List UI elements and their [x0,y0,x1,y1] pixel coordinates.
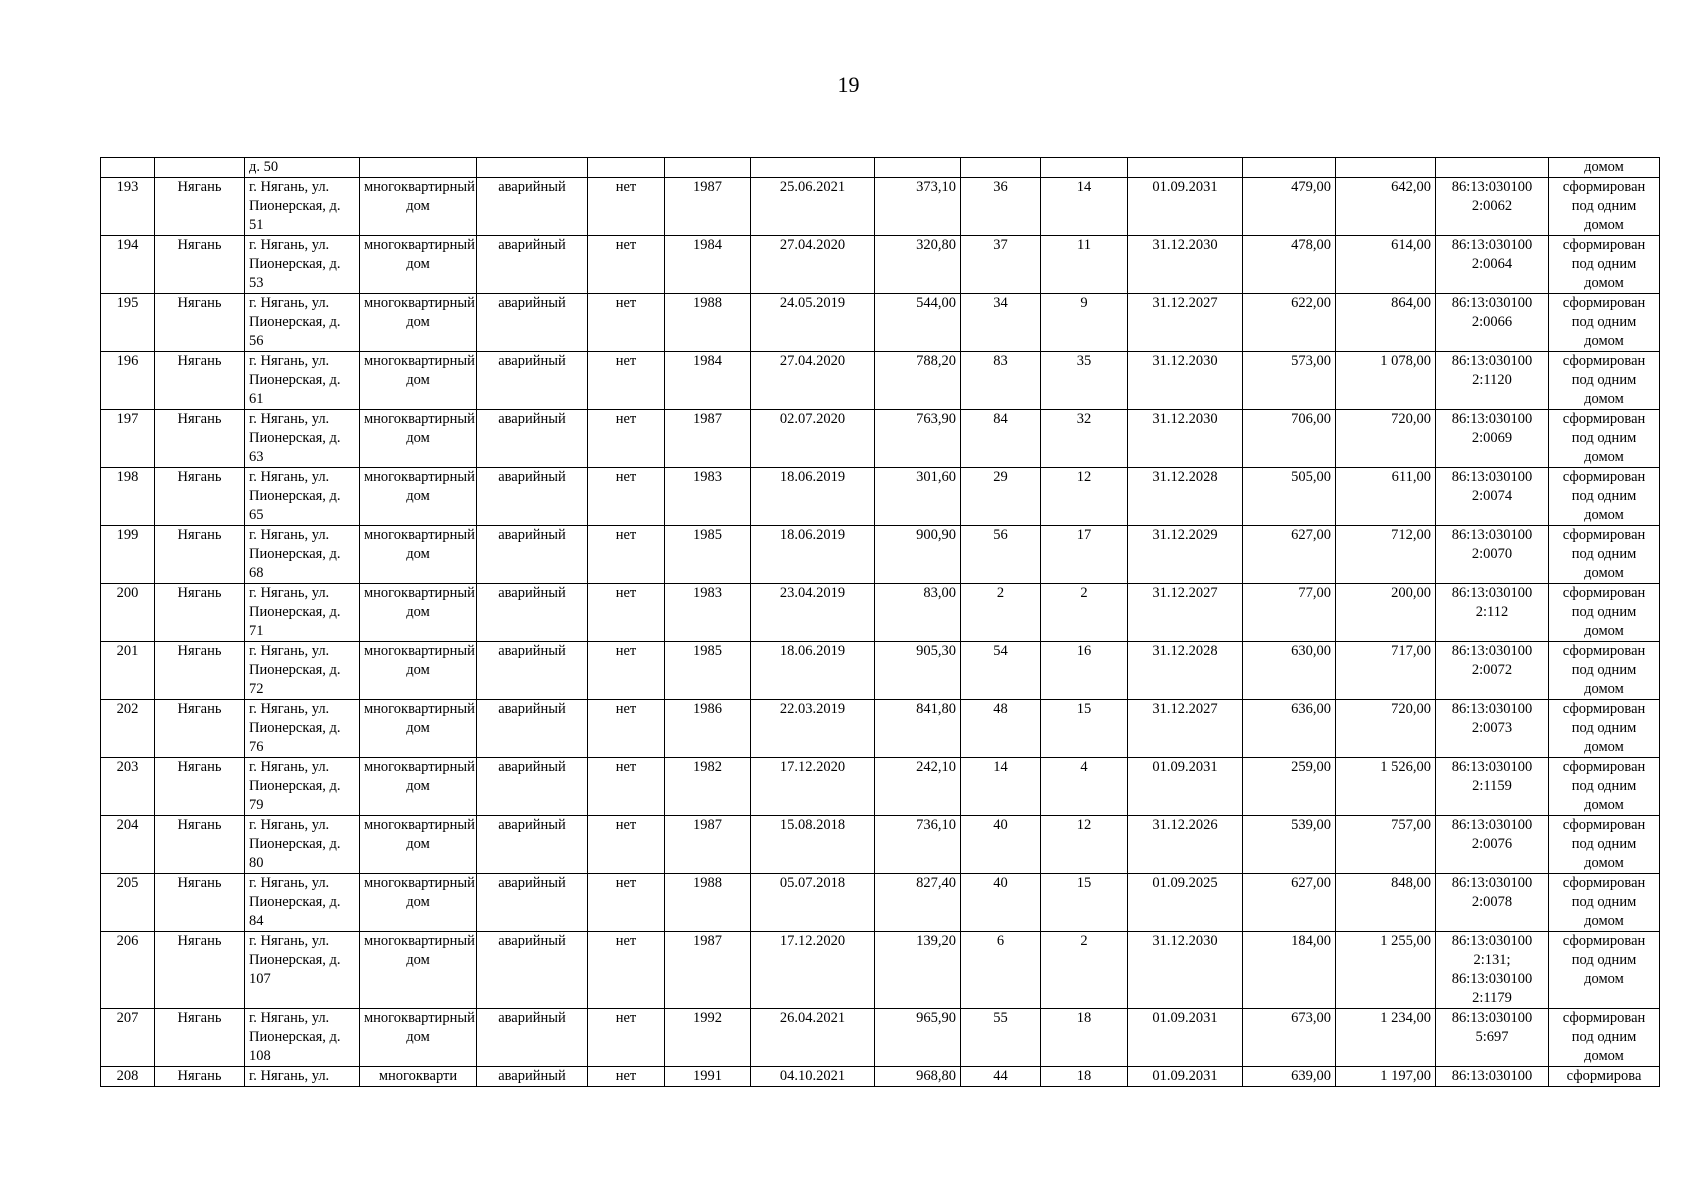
cell-residents: 44 [961,1067,1041,1087]
cell-deadline: 31.12.2028 [1128,642,1243,700]
cell-cost-2: 1 526,00 [1336,758,1436,816]
cell-building-type: многоквартирный дом [360,526,477,584]
cell-building-type: многоквартирный дом [360,352,477,410]
cell-condition: аварийный [477,584,588,642]
cell-residents: 34 [961,294,1041,352]
cell-address: г. Нягань, ул. Пионерская, д. 61 [245,352,360,410]
cell-building-type: многоквартирный дом [360,468,477,526]
cell-address: г. Нягань, ул. Пионерская, д. 72 [245,642,360,700]
cell-condition: аварийный [477,468,588,526]
cell-town: Нягань [155,874,245,932]
cell-flag: нет [588,758,665,816]
cell-residents: 54 [961,642,1041,700]
cell-cadastral-number: 86:13:030100 2:0066 [1436,294,1549,352]
cell-recognition-date: 18.06.2019 [751,468,875,526]
cell-note: домом [1549,158,1660,178]
cell-flag: нет [588,352,665,410]
cell-note: сформирован под одним домом [1549,294,1660,352]
cell-area: 320,80 [875,236,961,294]
cell-address: г. Нягань, ул. Пионерская, д. 107 [245,932,360,1009]
cell-note: сформирован под одним домом [1549,700,1660,758]
cell-cost-1: 636,00 [1243,700,1336,758]
cell-residents: 48 [961,700,1041,758]
cell-cost-2: 720,00 [1336,410,1436,468]
cell-building-type: многоквартирный дом [360,236,477,294]
cell-deadline: 31.12.2027 [1128,584,1243,642]
cell-area: 905,30 [875,642,961,700]
cell-condition: аварийный [477,816,588,874]
page-number: 19 [837,72,860,97]
cell-flats: 4 [1041,758,1128,816]
cell-cadastral-number: 86:13:030100 2:1159 [1436,758,1549,816]
cell-area: 83,00 [875,584,961,642]
cell-note: сформирован под одним домом [1549,410,1660,468]
cell-condition: аварийный [477,410,588,468]
cell-cadastral-number: 86:13:030100 2:0074 [1436,468,1549,526]
cell-town: Нягань [155,526,245,584]
cell-cadastral-number: 86:13:030100 2:0078 [1436,874,1549,932]
cell-residents: 83 [961,352,1041,410]
cell-flats: 18 [1041,1067,1128,1087]
cell-recognition-date: 15.08.2018 [751,816,875,874]
cell-residents: 29 [961,468,1041,526]
cell-cost-1: 622,00 [1243,294,1336,352]
cell-building-type: многоквартирный дом [360,584,477,642]
cell-address: г. Нягань, ул. Пионерская, д. 56 [245,294,360,352]
housing-registry-table [100,157,1660,1087]
cell-town: Нягань [155,932,245,1009]
cell-address: г. Нягань, ул. Пионерская, д. 65 [245,468,360,526]
cell-flats: 32 [1041,410,1128,468]
cell-cadastral-number: 86:13:030100 2:0076 [1436,816,1549,874]
table-row [101,584,1660,642]
cell-cost-2: 611,00 [1336,468,1436,526]
cell-flag: нет [588,526,665,584]
cell-flag: нет [588,178,665,236]
cell-address: г. Нягань, ул. Пионерская, д. 79 [245,758,360,816]
cell-flag: нет [588,932,665,1009]
cell-condition: аварийный [477,1009,588,1067]
cell-condition: аварийный [477,236,588,294]
cell-year-built: 1984 [665,352,751,410]
cell-building-type: многоквартирный дом [360,758,477,816]
cell-deadline: 01.09.2031 [1128,1067,1243,1087]
cell-address: г. Нягань, ул. Пионерская, д. 53 [245,236,360,294]
cell-note: сформирован под одним домом [1549,178,1660,236]
cell-note: сформирован под одним домом [1549,642,1660,700]
cell-flats: 12 [1041,816,1128,874]
table-row [101,1009,1660,1067]
cell-building-type: многоквартирный дом [360,874,477,932]
cell-cost-1: 627,00 [1243,874,1336,932]
cell-town: Нягань [155,352,245,410]
cell-deadline: 01.09.2025 [1128,874,1243,932]
cell-town: Нягань [155,1009,245,1067]
cell-residents: 56 [961,526,1041,584]
cell-cost-1: 505,00 [1243,468,1336,526]
table-row [101,352,1660,410]
cell-recognition-date: 24.05.2019 [751,294,875,352]
cell-cost-2: 720,00 [1336,700,1436,758]
cell-flats: 11 [1041,236,1128,294]
cell-building-type: многоквартирный дом [360,932,477,1009]
cell-cadastral-number: 86:13:030100 5:697 [1436,1009,1549,1067]
cell-town: Нягань [155,178,245,236]
cell-deadline: 31.12.2027 [1128,700,1243,758]
cell-number: 208 [101,1067,155,1087]
cell-town: Нягань [155,236,245,294]
cell-flats: 15 [1041,874,1128,932]
cell-note: сформирован под одним домом [1549,1009,1660,1067]
cell-flats: 2 [1041,932,1128,1009]
cell-recognition-date: 18.06.2019 [751,642,875,700]
cell-town: Нягань [155,1067,245,1087]
cell-note: сформирован под одним домом [1549,236,1660,294]
cell-flats: 35 [1041,352,1128,410]
cell-note: сформирован под одним домом [1549,468,1660,526]
cell-building-type: многоквартирный дом [360,410,477,468]
table-row [101,642,1660,700]
cell-recognition-date: 18.06.2019 [751,526,875,584]
cell-deadline: 01.09.2031 [1128,1009,1243,1067]
cell-cadastral-number: 86:13:030100 2:131; 86:13:030100 2:1179 [1436,932,1549,1009]
cell-cost-2: 717,00 [1336,642,1436,700]
cell-number: 206 [101,932,155,1009]
cell-number: 202 [101,700,155,758]
cell-town: Нягань [155,758,245,816]
cell-deadline: 31.12.2028 [1128,468,1243,526]
cell-cost-1: 706,00 [1243,410,1336,468]
cell-recognition-date: 27.04.2020 [751,236,875,294]
cell-cost-2: 642,00 [1336,178,1436,236]
cell-cost-1: 673,00 [1243,1009,1336,1067]
table-row [101,468,1660,526]
cell-number: 199 [101,526,155,584]
cell-flats: 14 [1041,178,1128,236]
cell-cadastral-number: 86:13:030100 [1436,1067,1549,1087]
cell-area: 301,60 [875,468,961,526]
cell-flag: нет [588,1067,665,1087]
cell-cost-2: 1 197,00 [1336,1067,1436,1087]
cell-year-built: 1987 [665,816,751,874]
table-row [101,410,1660,468]
cell-residents: 2 [961,584,1041,642]
cell-building-type: многоквартирный дом [360,178,477,236]
table-row [101,294,1660,352]
cell-number: 200 [101,584,155,642]
cell-number: 201 [101,642,155,700]
cell-residents: 6 [961,932,1041,1009]
cell-address: г. Нягань, ул. Пионерская, д. 71 [245,584,360,642]
cell-building-type: многоквартирный дом [360,1009,477,1067]
cell-year-built: 1991 [665,1067,751,1087]
cell-flag: нет [588,642,665,700]
cell-deadline: 31.12.2030 [1128,236,1243,294]
cell-number: 195 [101,294,155,352]
cell-cost-1: 184,00 [1243,932,1336,1009]
cell-recognition-date: 02.07.2020 [751,410,875,468]
cell-residents: 40 [961,874,1041,932]
cell-cadastral-number: 86:13:030100 2:0064 [1436,236,1549,294]
cell-area: 544,00 [875,294,961,352]
cell-cost-1: 478,00 [1243,236,1336,294]
cell-number: 204 [101,816,155,874]
cell-cost-2: 1 078,00 [1336,352,1436,410]
cell-condition: аварийный [477,1067,588,1087]
cell-cost-2: 1 234,00 [1336,1009,1436,1067]
cell-flats: 18 [1041,1009,1128,1067]
cell-deadline: 31.12.2027 [1128,294,1243,352]
cell-cadastral-number: 86:13:030100 2:0073 [1436,700,1549,758]
continuation-row [101,158,1660,178]
cell-residents: 36 [961,178,1041,236]
cell-town: Нягань [155,410,245,468]
table-row [101,236,1660,294]
cell-cost-1: 77,00 [1243,584,1336,642]
cell-recognition-date: 25.06.2021 [751,178,875,236]
cell-area: 373,10 [875,178,961,236]
table-row [101,816,1660,874]
cell-address: г. Нягань, ул. [245,1067,360,1087]
cell-cadastral-number: 86:13:030100 2:0072 [1436,642,1549,700]
cell-flats: 15 [1041,700,1128,758]
cell-flag: нет [588,700,665,758]
cell-number: 198 [101,468,155,526]
cell-residents: 14 [961,758,1041,816]
cell-cost-2: 614,00 [1336,236,1436,294]
cell-town: Нягань [155,642,245,700]
cell-town: Нягань [155,584,245,642]
table-row [101,700,1660,758]
cell-recognition-date: 22.03.2019 [751,700,875,758]
cell-cost-2: 848,00 [1336,874,1436,932]
cell-residents: 55 [961,1009,1041,1067]
cell-residents: 84 [961,410,1041,468]
table-row [101,932,1660,1009]
cell-cadastral-number: 86:13:030100 2:112 [1436,584,1549,642]
cell-area: 968,80 [875,1067,961,1087]
cell-cadastral-number: 86:13:030100 2:0070 [1436,526,1549,584]
cell-recognition-date: 23.04.2019 [751,584,875,642]
cell-recognition-date: 05.07.2018 [751,874,875,932]
cell-cost-1: 630,00 [1243,642,1336,700]
cell-address: г. Нягань, ул. Пионерская, д. 76 [245,700,360,758]
cell-cost-1: 259,00 [1243,758,1336,816]
table-row [101,1067,1660,1087]
cell-deadline: 01.09.2031 [1128,758,1243,816]
cell-year-built: 1986 [665,700,751,758]
cell-building-type: многокварти [360,1067,477,1087]
cell-number: 197 [101,410,155,468]
cell-area: 242,10 [875,758,961,816]
cell-condition: аварийный [477,700,588,758]
cell-deadline: 31.12.2030 [1128,932,1243,1009]
table-row [101,178,1660,236]
cell-note: сформирован под одним домом [1549,816,1660,874]
cell-year-built: 1985 [665,526,751,584]
cell-cost-1: 539,00 [1243,816,1336,874]
cell-flag: нет [588,874,665,932]
cell-cost-1: 639,00 [1243,1067,1336,1087]
cell-year-built: 1982 [665,758,751,816]
cell-area: 965,90 [875,1009,961,1067]
cell-note: сформирован под одним домом [1549,352,1660,410]
cell-cadastral-number: 86:13:030100 2:1120 [1436,352,1549,410]
cell-recognition-date: 26.04.2021 [751,1009,875,1067]
cell-deadline: 31.12.2030 [1128,410,1243,468]
cell-town: Нягань [155,700,245,758]
cell-area: 139,20 [875,932,961,1009]
cell-cost-1: 627,00 [1243,526,1336,584]
cell-cost-2: 757,00 [1336,816,1436,874]
cell-flag: нет [588,1009,665,1067]
cell-year-built: 1988 [665,874,751,932]
cell-area: 841,80 [875,700,961,758]
cell-cost-1: 573,00 [1243,352,1336,410]
cell-year-built: 1987 [665,410,751,468]
cell-area: 736,10 [875,816,961,874]
cell-area: 788,20 [875,352,961,410]
cell-number: 205 [101,874,155,932]
cell-cost-2: 712,00 [1336,526,1436,584]
cell-residents: 37 [961,236,1041,294]
table-row [101,874,1660,932]
cell-flats: 2 [1041,584,1128,642]
cell-flag: нет [588,294,665,352]
cell-year-built: 1987 [665,178,751,236]
cell-deadline: 31.12.2029 [1128,526,1243,584]
cell-flag: нет [588,410,665,468]
table-row [101,526,1660,584]
cell-year-built: 1988 [665,294,751,352]
cell-year-built: 1983 [665,584,751,642]
cell-address: г. Нягань, ул. Пионерская, д. 68 [245,526,360,584]
cell-flag: нет [588,816,665,874]
cell-town: Нягань [155,294,245,352]
cell-address: г. Нягань, ул. Пионерская, д. 84 [245,874,360,932]
cell-town: Нягань [155,816,245,874]
cell-note: сформирован под одним домом [1549,932,1660,1009]
cell-condition: аварийный [477,758,588,816]
cell-cadastral-number: 86:13:030100 2:0069 [1436,410,1549,468]
cell-number: 203 [101,758,155,816]
cell-flats: 9 [1041,294,1128,352]
cell-cadastral-number: 86:13:030100 2:0062 [1436,178,1549,236]
cell-deadline: 31.12.2030 [1128,352,1243,410]
cell-note: сформирован под одним домом [1549,874,1660,932]
cell-cost-1: 479,00 [1243,178,1336,236]
cell-building-type: многоквартирный дом [360,294,477,352]
cell-condition: аварийный [477,932,588,1009]
cell-area: 827,40 [875,874,961,932]
cell-residents: 40 [961,816,1041,874]
cell-year-built: 1983 [665,468,751,526]
cell-number: 193 [101,178,155,236]
cell-year-built: 1992 [665,1009,751,1067]
cell-condition: аварийный [477,178,588,236]
cell-address: г. Нягань, ул. Пионерская, д. 51 [245,178,360,236]
cell-flats: 12 [1041,468,1128,526]
cell-deadline: 31.12.2026 [1128,816,1243,874]
table-row [101,758,1660,816]
cell-address: г. Нягань, ул. Пионерская, д. 63 [245,410,360,468]
cell-address: г. Нягань, ул. Пионерская, д. 80 [245,816,360,874]
cell-condition: аварийный [477,642,588,700]
cell-flats: 17 [1041,526,1128,584]
cell-area: 763,90 [875,410,961,468]
cell-note: сформирован под одним домом [1549,758,1660,816]
cell-building-type: многоквартирный дом [360,816,477,874]
cell-year-built: 1985 [665,642,751,700]
cell-recognition-date: 04.10.2021 [751,1067,875,1087]
cell-deadline: 01.09.2031 [1128,178,1243,236]
cell-condition: аварийный [477,294,588,352]
cell-recognition-date: 27.04.2020 [751,352,875,410]
cell-number: 196 [101,352,155,410]
cell-building-type: многоквартирный дом [360,700,477,758]
cell-note: сформирован под одним домом [1549,584,1660,642]
cell-flats: 16 [1041,642,1128,700]
cell-recognition-date: 17.12.2020 [751,758,875,816]
cell-area: 900,90 [875,526,961,584]
cell-flag: нет [588,468,665,526]
cell-note: сформирован под одним домом [1549,526,1660,584]
cell-number: 207 [101,1009,155,1067]
cell-note: сформирова [1549,1067,1660,1087]
cell-condition: аварийный [477,526,588,584]
cell-condition: аварийный [477,352,588,410]
cell-building-type: многоквартирный дом [360,642,477,700]
cell-recognition-date: 17.12.2020 [751,932,875,1009]
cell-cost-2: 1 255,00 [1336,932,1436,1009]
cell-year-built: 1984 [665,236,751,294]
cell-cost-2: 864,00 [1336,294,1436,352]
cell-town: Нягань [155,468,245,526]
cell-condition: аварийный [477,874,588,932]
cell-cost-2: 200,00 [1336,584,1436,642]
cell-address: г. Нягань, ул. Пионерская, д. 108 [245,1009,360,1067]
cell-flag: нет [588,236,665,294]
cell-address: д. 50 [245,158,360,178]
cell-number: 194 [101,236,155,294]
cell-flag: нет [588,584,665,642]
cell-year-built: 1987 [665,932,751,1009]
